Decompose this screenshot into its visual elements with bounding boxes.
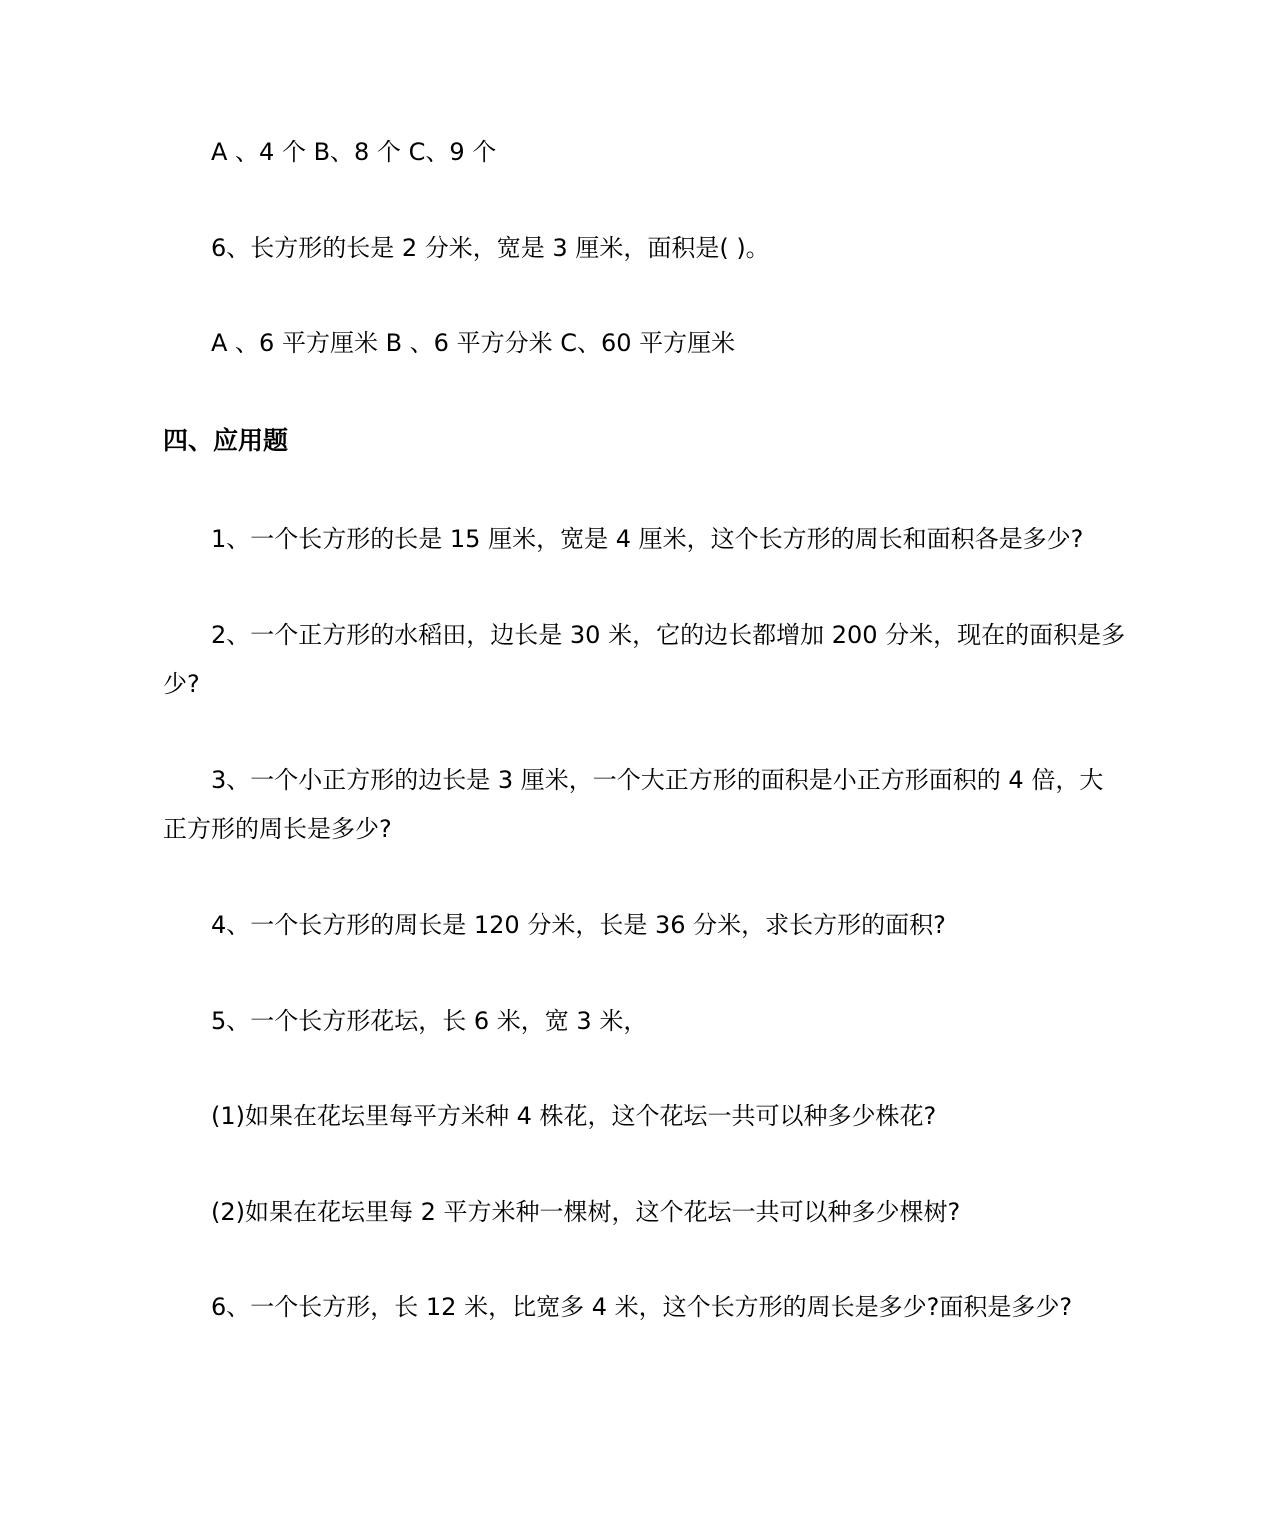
q6-options: A 、6 平方厘米 B 、6 平方分米 C、60 平方厘米 — [211, 329, 736, 357]
problem-5-sub-1: (1)如果在花坛里每平方米种 4 株花，这个花坛一共可以种多少株花? — [211, 1102, 937, 1130]
q6-question: 6、长方形的长是 2 分米，宽是 3 厘米，面积是( )。 — [211, 234, 770, 262]
problem-5-sub-2: (2)如果在花坛里每 2 平方米种一棵树，这个花坛一共可以种多少棵树? — [211, 1198, 961, 1226]
problem-4: 4、一个长方形的周长是 120 分米，长是 36 分米，求长方形的面积? — [211, 911, 946, 939]
problem-3-line1: 3、一个小正方形的边长是 3 厘米，一个大正方形的面积是小正方形面积的 4 倍，大 — [211, 766, 1104, 794]
problem-5: 5、一个长方形花坛，长 6 米，宽 3 米， — [211, 1007, 648, 1035]
q5-options: A 、4 个 B、8 个 C、9 个 — [211, 138, 497, 166]
problem-2-line1: 2、一个正方形的水稻田，边长是 30 米，它的边长都增加 200 分米，现在的面积是多 — [211, 621, 1126, 649]
problem-3-line2: 正方形的周长是多少? — [163, 815, 392, 843]
problem-2-line2: 少? — [163, 670, 200, 698]
problem-1: 1、一个长方形的长是 15 厘米，宽是 4 厘米，这个长方形的周长和面积各是多少? — [211, 525, 1084, 553]
section-heading: 四、应用题 — [163, 426, 289, 455]
problem-6: 6、一个长方形，长 12 米，比宽多 4 米，这个长方形的周长是多少?面积是多少? — [211, 1293, 1073, 1321]
